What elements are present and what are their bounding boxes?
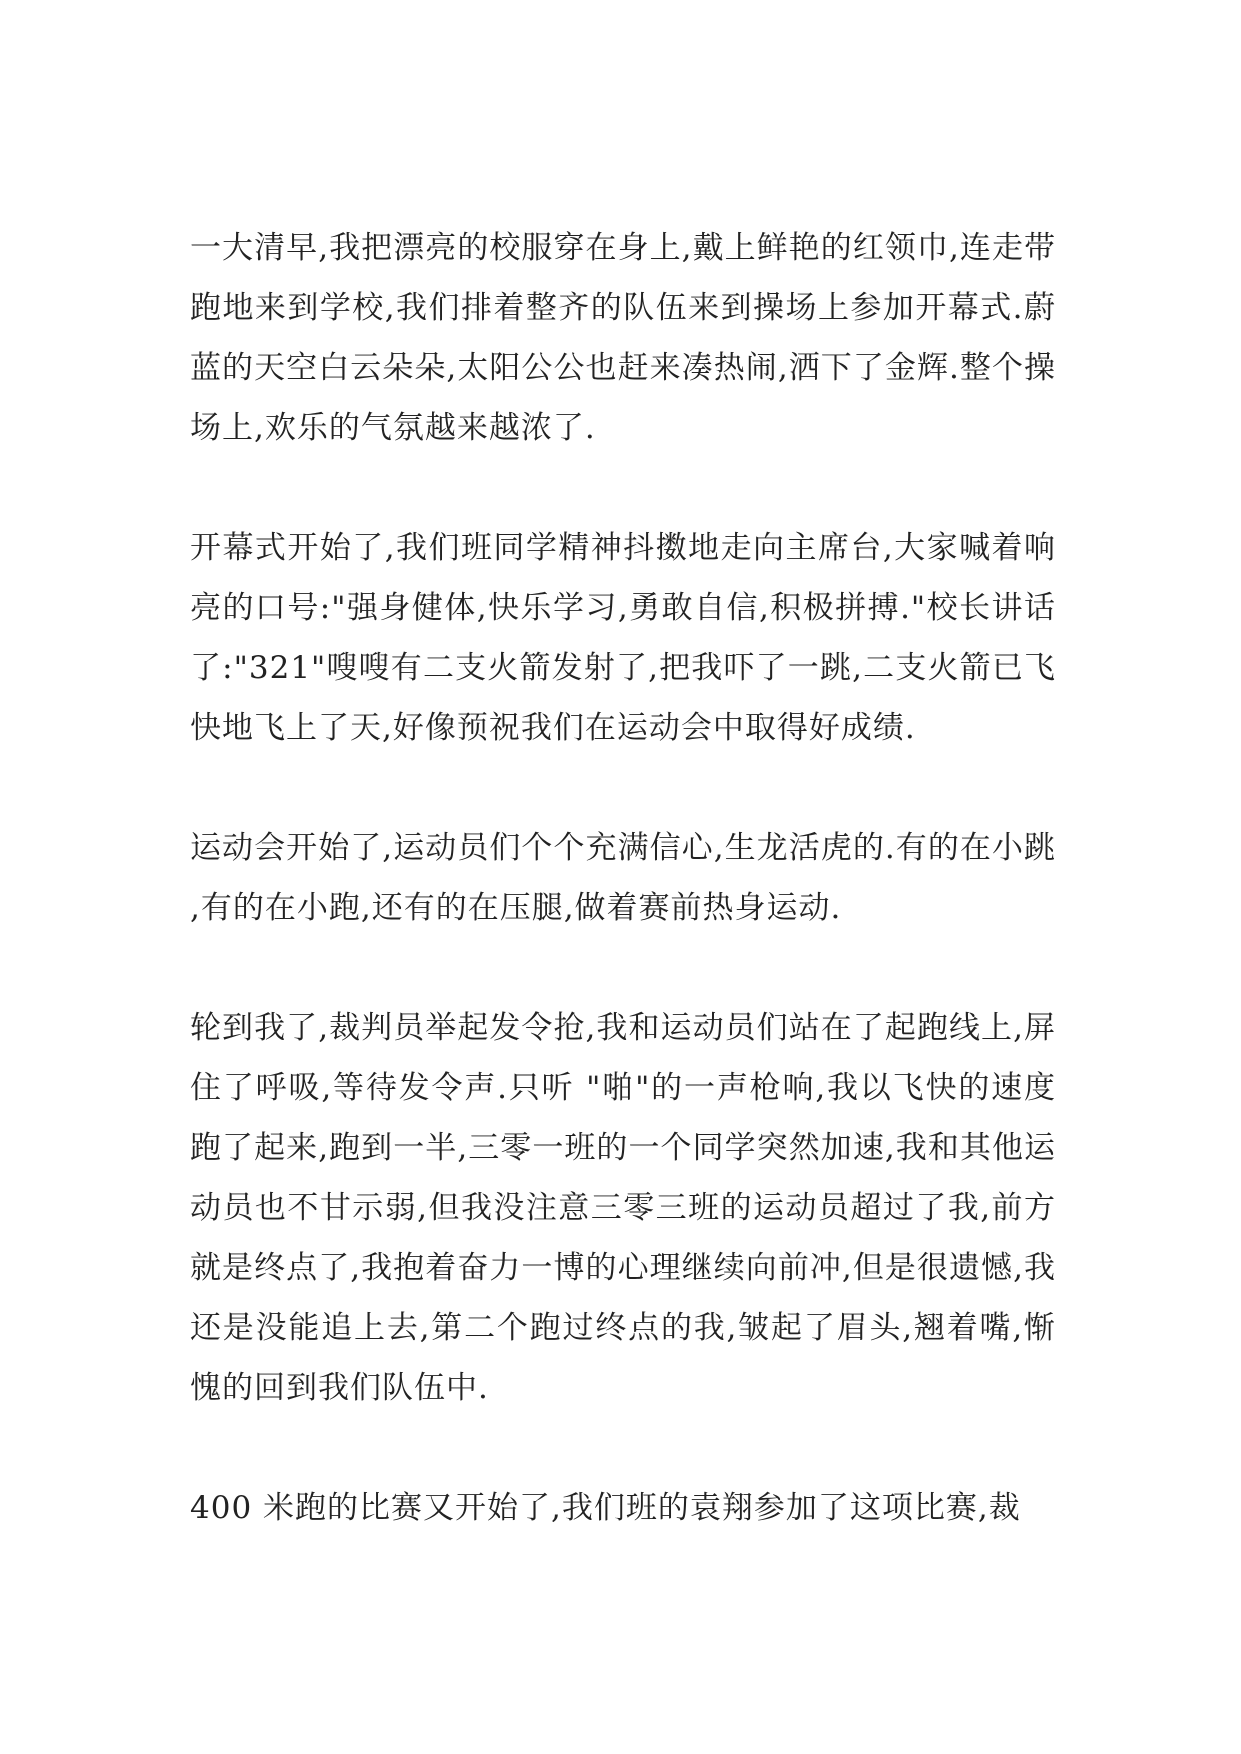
paragraph-opening-morning: 一大清早,我把漂亮的校服穿在身上,戴上鲜艳的红领巾,连走带跑地来到学校,我们排着整齐的队伍来到操场上参加开幕式.蔚蓝的天空白云朵朵,太阳公公也赶来凑热闹,洒下了金辉.整个操场上,欢乐的气氛越来越浓了.	[190, 230, 1056, 446]
paragraph-400m-race: 400 米跑的比赛又开始了,我们班的袁翔参加了这项比赛,裁	[190, 1490, 1021, 1526]
paragraph-opening-ceremony: 开幕式开始了,我们班同学精神抖擞地走向主席台,大家喊着响亮的口号:"强身健体,快乐学习,勇敢自信,积极拼搏."校长讲话了:"321"嗖嗖有二支火箭发射了,把我吓了一跳,二支火箭已飞快地飞上了天,好像预祝我们在运动会中取得好成绩.	[190, 530, 1056, 746]
paragraph-games-start: 运动会开始了,运动员们个个充满信心,生龙活虎的.有的在小跳,有的在小跑,还有的在压腿,做着赛前热身运动.	[190, 830, 1056, 926]
document-body	[190, 218, 1056, 1538]
paragraph-my-race: 轮到我了,裁判员举起发令抢,我和运动员们站在了起跑线上,屏住了呼吸,等待发令声.只听 "啪"的一声枪响,我以飞快的速度跑了起来,跑到一半,三零一班的一个同学突然加速,我和其他运动员也不甘示弱,但我没注意三零三班的运动员超过了我,前方就是终点了,我抱着奋力一博的心理继续向前冲,但是很遗憾,我还是没能追上去,第二个跑过终点的我,皱起了眉头,翘着嘴,惭愧的回到我们队伍中.	[190, 1010, 1056, 1406]
